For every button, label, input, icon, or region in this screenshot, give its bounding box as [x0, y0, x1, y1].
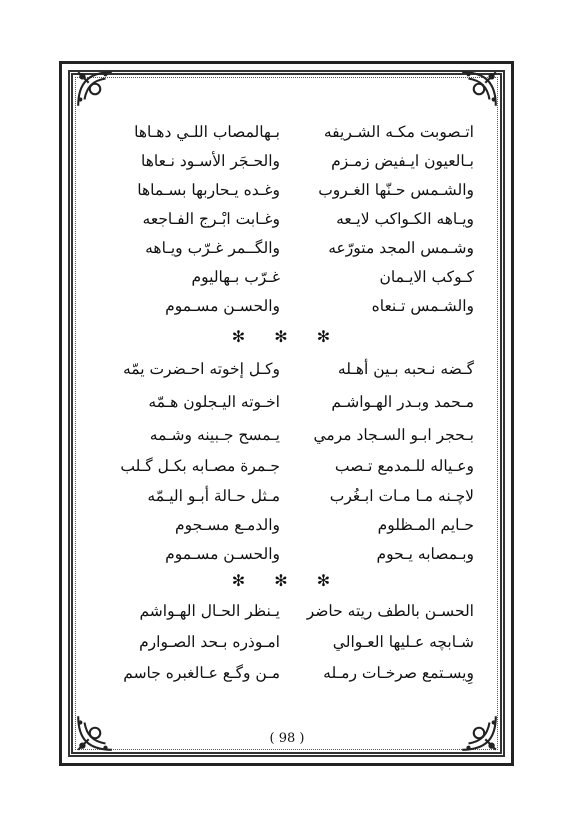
- verse-first-hemistich: گـضه نـحبه بـين أهـله: [337, 360, 474, 378]
- verse-first-hemistich: بـحجر ابـو السـجاد مرمي: [313, 426, 474, 444]
- verse-line: [100, 388, 474, 416]
- verse-first-hemistich: كـوكب الايـمان: [379, 268, 474, 286]
- verse-second-hemistich: يـنظر الحـال الهـواشم: [139, 602, 280, 620]
- verse-line: [100, 511, 474, 539]
- verse-line: [100, 205, 474, 233]
- verse-line: [100, 482, 474, 510]
- verse-first-hemistich: وِيسـتمع صرخـات رمـله: [323, 664, 474, 682]
- verse-line: [100, 421, 474, 449]
- page-number: ( 98 ): [269, 731, 305, 746]
- verse-first-hemistich: اتـصوبت مكـه الشـريفه: [323, 123, 474, 141]
- verse-first-hemistich: وبـمصابه يـحوم: [376, 545, 474, 563]
- verse-line: [100, 597, 474, 625]
- verse-first-hemistich: والشـمس حـنّها الغـروب: [318, 181, 474, 199]
- verse-second-hemistich: وغـابت ابْـرج الفـاجعه: [142, 210, 280, 228]
- verse-first-hemistich: وعـياله للـمدمع تـصب: [334, 457, 474, 475]
- verse-second-hemistich: والحسـن مسـموم: [165, 297, 280, 315]
- verse-second-hemistich: مـن وگـع عـالغبره جاسم: [123, 664, 280, 682]
- verse-line: [100, 118, 474, 146]
- corner-ornament-icon: [458, 68, 500, 110]
- verse-first-hemistich: بـالعيون ايـفيض زمـزم: [331, 152, 474, 170]
- verse-second-hemistich: جـمرة مصـابه بكـل گـلب: [120, 457, 280, 475]
- verse-line: [100, 628, 474, 656]
- verse-second-hemistich: بـهالمصاب اللـي دهـاها: [134, 123, 280, 141]
- verse-first-hemistich: ويـاهه الكـواكب لايـعه: [336, 210, 474, 228]
- stanza-divider: ✻ ✻ ✻: [231, 327, 343, 346]
- verse-first-hemistich: شـابچه عـليها العـوالي: [332, 633, 474, 651]
- verse-second-hemistich: يـمسح جـبينه وشـمه: [149, 426, 280, 444]
- verse-first-hemistich: وشـمس المجد متورّعه: [328, 239, 474, 257]
- verse-second-hemistich: والدمـع مسـجوم: [175, 516, 280, 534]
- verse-first-hemistich: مـحمد وبـدر الهـواشـم: [331, 393, 474, 411]
- verse-second-hemistich: غـرّب بـهاليوم: [191, 268, 280, 286]
- verse-line: [100, 540, 474, 568]
- verse-first-hemistich: حـايم المـظلوم: [377, 516, 474, 534]
- verse-line: [100, 263, 474, 291]
- verse-line: [100, 147, 474, 175]
- verse-second-hemistich: وكـل إخوته احـضرت يمّه: [122, 360, 280, 378]
- verse-line: [100, 355, 474, 383]
- corner-ornament-icon: [74, 68, 116, 110]
- verse-second-hemistich: امـوذره بـحد الصـوارم: [139, 633, 280, 651]
- stanza-divider: ✻ ✻ ✻: [231, 571, 343, 590]
- verse-second-hemistich: والحسـن مسـموم: [165, 545, 280, 563]
- verse-line: [100, 292, 474, 320]
- verse-first-hemistich: الحسـن بالطف ريته حاضر: [306, 602, 474, 620]
- verse-second-hemistich: مـثل حـالة أبـو اليـمّه: [147, 487, 280, 505]
- verse-second-hemistich: والگــمر غـرّب ويـاهه: [145, 239, 280, 257]
- verse-first-hemistich: والشـمس تـنعاه: [371, 297, 474, 315]
- verse-second-hemistich: وغـده يـحاربها بسـماها: [137, 181, 280, 199]
- verse-second-hemistich: والحـجَر الأسـود نـعاها: [140, 152, 280, 170]
- verse-line: [100, 659, 474, 687]
- verse-line: [100, 176, 474, 204]
- verse-first-hemistich: لاچـنه مـا مـات ابـغُرب: [329, 487, 474, 505]
- verse-line: [100, 234, 474, 262]
- verse-line: [100, 452, 474, 480]
- verse-second-hemistich: اخـوته اليـجلون هـمّه: [148, 393, 280, 411]
